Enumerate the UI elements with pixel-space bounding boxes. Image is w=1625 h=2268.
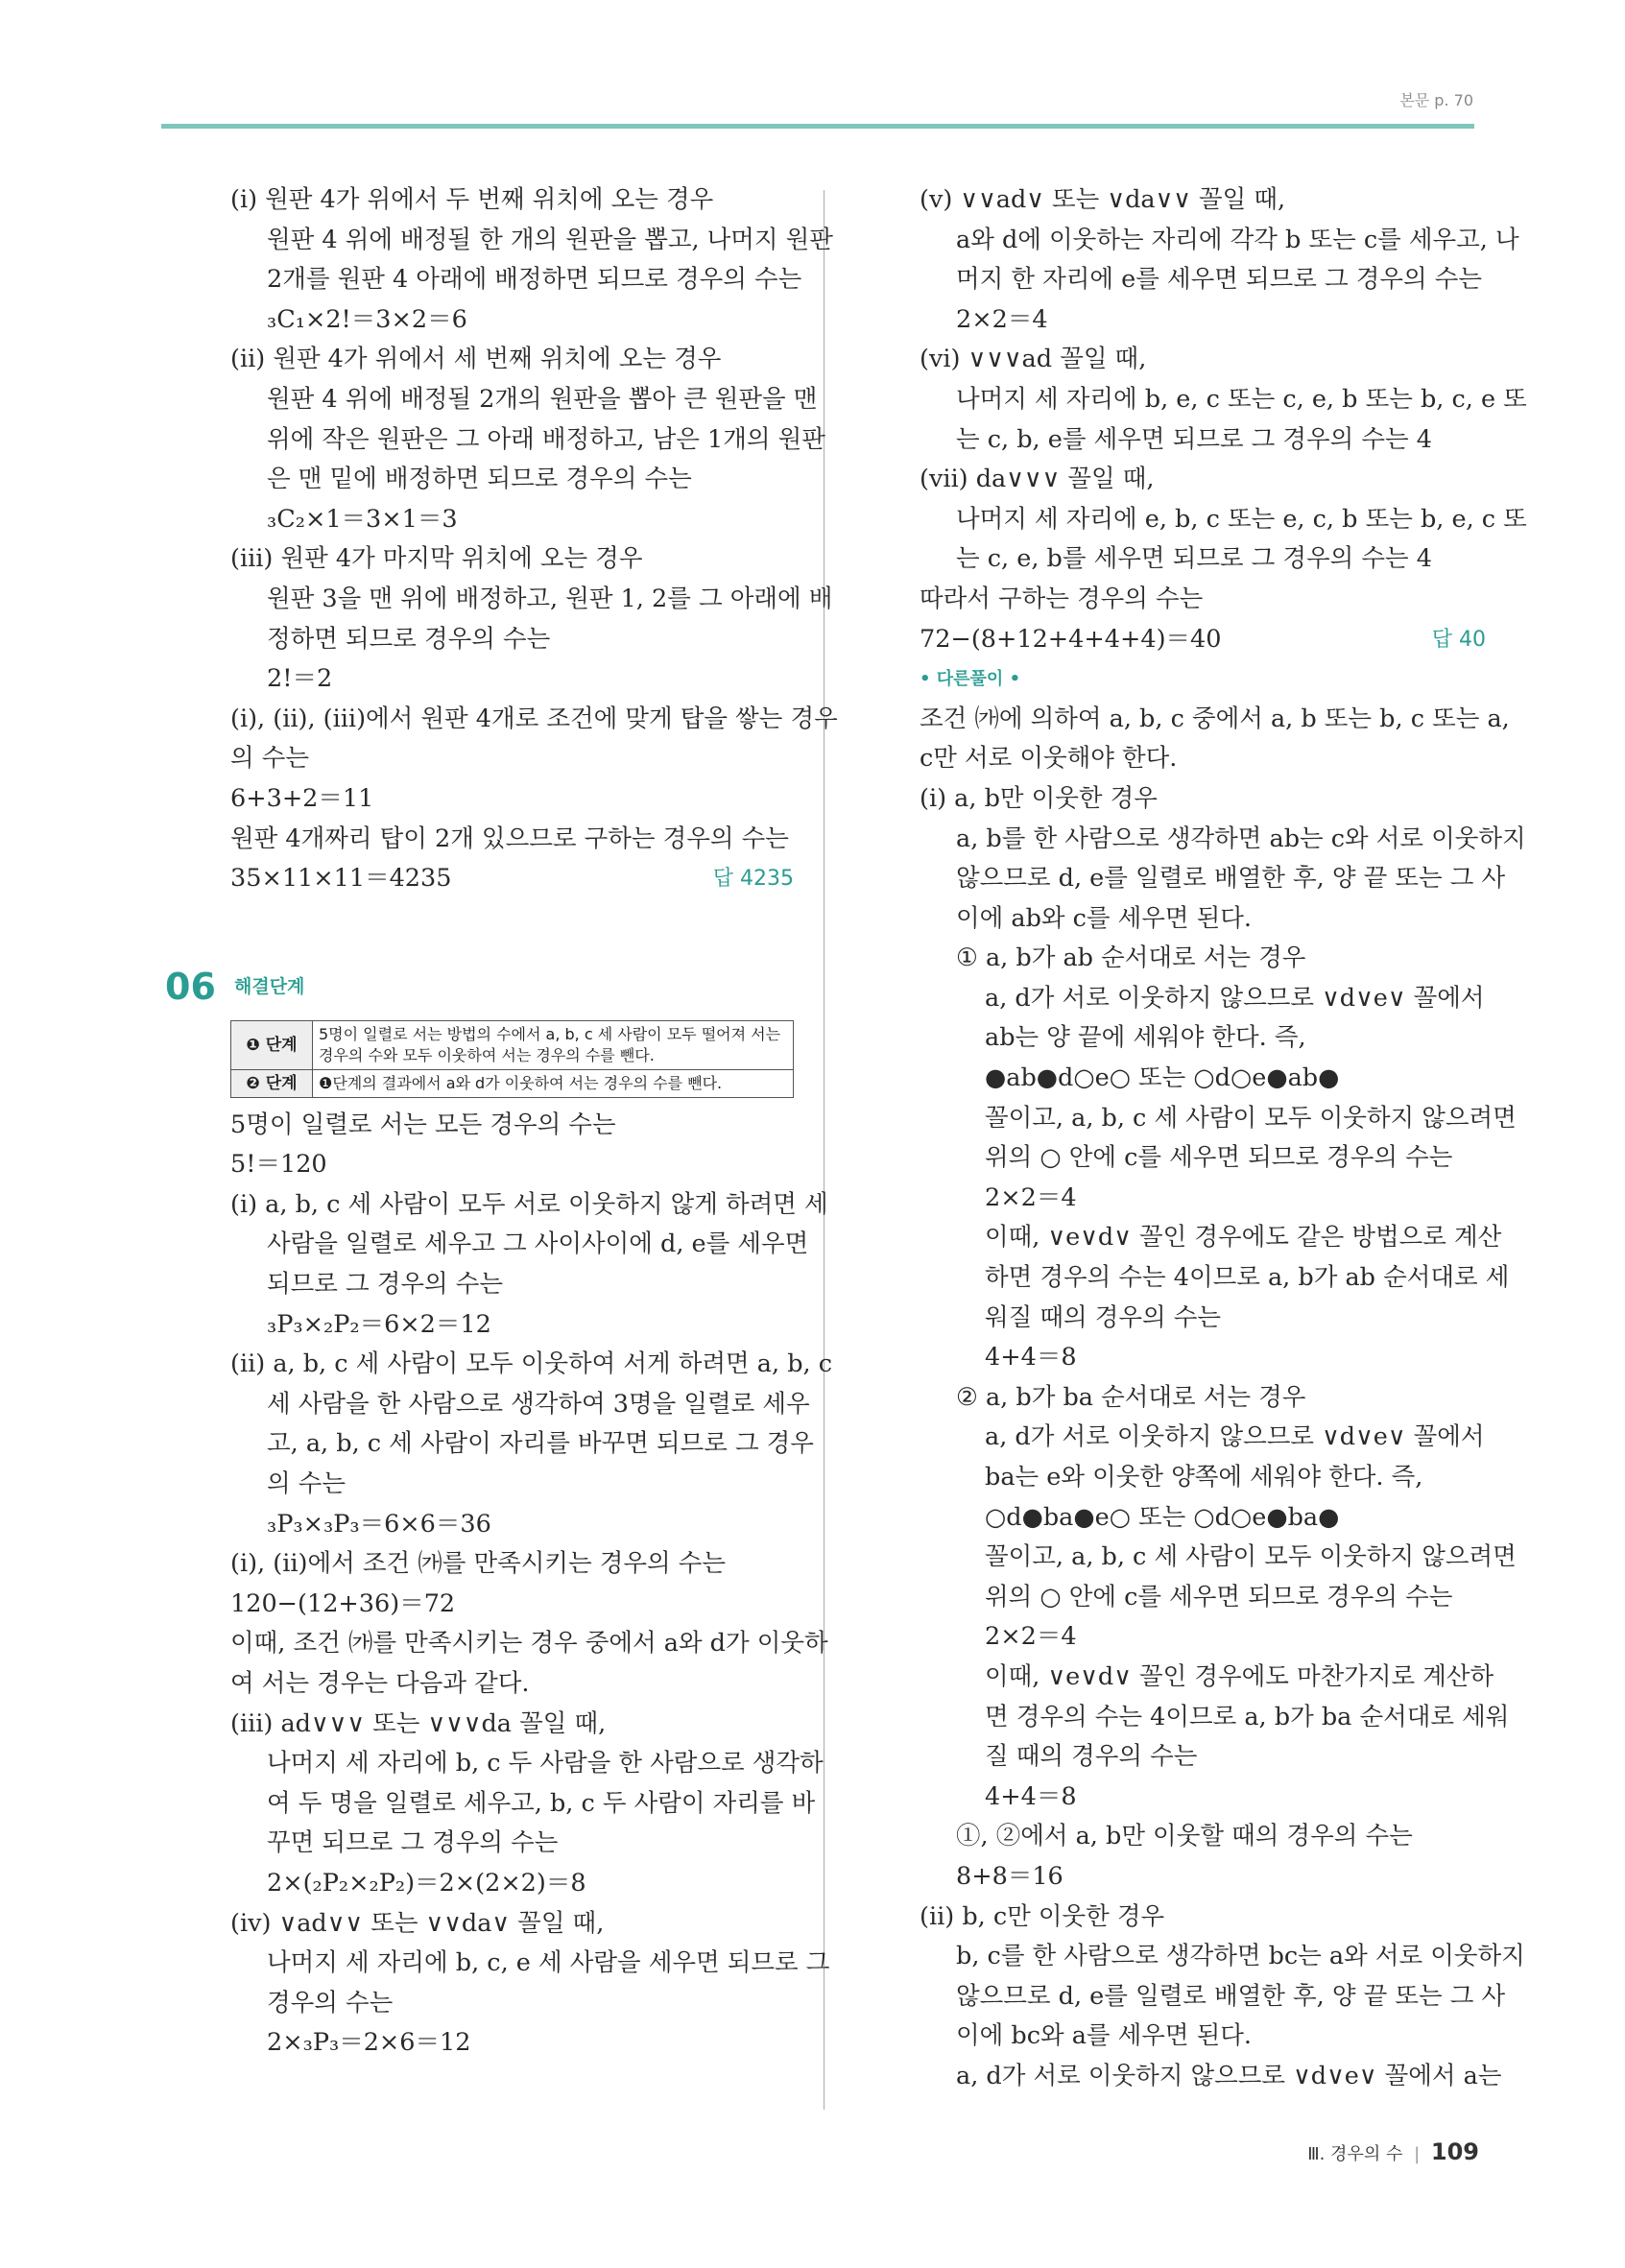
text-line bbox=[920, 1258, 1510, 1299]
line-text: a, d가 서로 이웃하지 않으므로 ∨d∨e∨ 꼴에서 a는 bbox=[956, 2061, 1502, 2090]
answer-label: 답 4235 bbox=[712, 867, 794, 892]
text-line bbox=[230, 539, 794, 580]
section-number: 06 bbox=[165, 965, 216, 1008]
text-line bbox=[230, 1505, 794, 1545]
line-text: 위의 ○ 안에 c를 세우면 되므로 경우의 수는 bbox=[985, 1582, 1453, 1611]
text-line bbox=[920, 1578, 1486, 1618]
line-text: 워질 때의 경우의 수는 bbox=[985, 1302, 1222, 1332]
line-text: 나머지 세 자리에 b, c 두 사람을 한 사람으로 생각하 bbox=[267, 1749, 824, 1779]
text-line bbox=[920, 340, 1486, 380]
line-text: 는 c, b, e를 세우면 되므로 그 경우의 수는 4 bbox=[956, 424, 1432, 454]
text-line bbox=[230, 1385, 810, 1425]
line-text: 35×11×11＝4235 bbox=[230, 864, 452, 894]
line-text: 꼴이고, a, b, c 세 사람이 모두 이웃하지 않으려면 bbox=[985, 1103, 1517, 1133]
line-text: 이때, ∨e∨d∨ 꼴인 경우에도 마찬가지로 계산하 bbox=[985, 1661, 1494, 1691]
text-line bbox=[230, 2023, 794, 2064]
line-text: 원판 4 위에 배정될 한 개의 원판을 뽑고, 나머지 원판 bbox=[267, 225, 833, 254]
line-text: 위에 작은 원판은 그 아래 배정하고, 남은 1개의 원판 bbox=[267, 424, 825, 454]
alternative-solution-heading: • 다른풀이 • bbox=[920, 669, 1021, 690]
line-text: (ⅰ) a, b만 이웃한 경우 bbox=[920, 783, 1158, 813]
text-line bbox=[920, 1458, 1486, 1498]
line-text: 4+4＝8 bbox=[985, 1343, 1077, 1373]
solution-06-body bbox=[230, 1106, 833, 2064]
text-line bbox=[920, 859, 1506, 899]
text-line bbox=[230, 1984, 794, 2024]
line-text: 되므로 그 경우의 수는 bbox=[267, 1270, 504, 1300]
text-line bbox=[920, 899, 1486, 940]
line-text: ○d●ba●e○ 또는 ○d○e●ba● bbox=[985, 1502, 1340, 1532]
line-text: 이에 ab와 c를 세우면 된다. bbox=[956, 903, 1253, 933]
text-line bbox=[920, 180, 1486, 221]
line-text: 따라서 구하는 경우의 수는 bbox=[920, 584, 1204, 613]
text-line bbox=[230, 1944, 830, 1984]
text-line bbox=[920, 1617, 1486, 1658]
footer-separator: | bbox=[1414, 2144, 1421, 2164]
text-line bbox=[920, 1737, 1486, 1778]
line-text: 사람을 일렬로 세우고 그 사이사이에 d, e를 세우면 bbox=[267, 1229, 809, 1259]
line-text: (ⅱ) 원판 4가 위에서 세 번째 위치에 오는 경우 bbox=[230, 345, 722, 374]
chapter-title: Ⅲ. 경우의 수 bbox=[1307, 2144, 1403, 2164]
text-line bbox=[920, 300, 1486, 341]
text-line bbox=[230, 1145, 794, 1185]
text-line bbox=[230, 180, 794, 221]
line-text: ① a, b가 ab 순서대로 서는 경우 bbox=[956, 943, 1306, 973]
line-text: 꾸면 되므로 그 경우의 수는 bbox=[267, 1828, 559, 1858]
line-text: 2!＝2 bbox=[267, 664, 333, 694]
text-line bbox=[920, 1898, 1486, 1938]
text-line bbox=[920, 2017, 1486, 2057]
left-column bbox=[165, 180, 838, 2064]
text-line bbox=[920, 1778, 1486, 1818]
text-line bbox=[920, 739, 1486, 779]
line-text: c만 서로 이웃해야 한다. bbox=[920, 744, 1178, 774]
line-text: 2×(₂P₂×₂P₂)＝2×(2×2)＝8 bbox=[267, 1868, 586, 1898]
text-line bbox=[230, 340, 794, 380]
text-line bbox=[920, 1299, 1486, 1339]
line-text: (ⅴ) ∨∨ad∨ 또는 ∨da∨∨ 꼴일 때, bbox=[920, 185, 1286, 214]
text-line bbox=[920, 1218, 1502, 1258]
line-text: ② a, b가 ba 순서대로 서는 경우 bbox=[956, 1382, 1306, 1412]
line-text: 않으므로 d, e를 일렬로 배열한 후, 양 끝 또는 그 사 bbox=[956, 1981, 1506, 2011]
text-line bbox=[920, 1099, 1517, 1139]
line-text: 은 맨 밑에 배정하면 되므로 경우의 수는 bbox=[267, 465, 692, 494]
line-text: ₃C₂×1＝3×1＝3 bbox=[267, 504, 458, 534]
step-text: 5명이 일렬로 서는 방법의 수에서 a, b, c 세 사람이 모두 떨어져 서는 경우의 수와 모두 이웃하여 서는 경우의 수를 뺀다. bbox=[313, 1020, 794, 1069]
text-line bbox=[230, 1705, 794, 1745]
text-line bbox=[920, 979, 1486, 1019]
line-text: a와 d에 이웃하는 자리에 각각 b 또는 c를 세우고, 나 bbox=[956, 225, 1519, 254]
line-text: a, d가 서로 이웃하지 않으므로 ∨d∨e∨ 꼴에서 bbox=[985, 983, 1485, 1013]
text-line bbox=[230, 859, 794, 899]
text-line bbox=[230, 420, 825, 461]
solution-steps-table bbox=[230, 1020, 794, 1098]
line-text: ●ab●d○e○ 또는 ○d○e●ab● bbox=[985, 1063, 1340, 1093]
line-text: 머지 한 자리에 e를 세우면 되므로 그 경우의 수는 bbox=[956, 265, 1482, 295]
line-text: (ⅰ), (ⅱ)에서 조건 ㈎를 만족시키는 경우의 수는 bbox=[230, 1549, 726, 1579]
line-text: 원판 3을 맨 위에 배정하고, 원판 1, 2를 그 아래에 배 bbox=[267, 584, 833, 613]
line-text: 세 사람을 한 사람으로 생각하여 3명을 일렬로 세우 bbox=[267, 1389, 810, 1419]
text-line bbox=[920, 779, 1486, 820]
text-line bbox=[920, 1418, 1486, 1458]
line-text: 2×2＝4 bbox=[985, 1182, 1077, 1212]
text-line bbox=[230, 739, 794, 779]
line-text: ₃P₃×₂P₂＝6×2＝12 bbox=[267, 1309, 491, 1339]
text-line bbox=[230, 1265, 794, 1305]
text-line bbox=[920, 1018, 1486, 1059]
line-text: 2×2＝4 bbox=[956, 304, 1048, 334]
line-text: 는 c, e, b를 세우면 되므로 그 경우의 수는 4 bbox=[956, 544, 1432, 574]
line-text: 여 서는 경우는 다음과 같다. bbox=[230, 1669, 530, 1698]
text-line bbox=[920, 460, 1486, 500]
text-line bbox=[230, 500, 794, 540]
line-text: 하면 경우의 수는 4이므로 a, b가 ab 순서대로 세 bbox=[985, 1263, 1510, 1293]
line-text: (ⅱ) a, b, c 세 사람이 모두 이웃하여 서게 하려면 a, b, c bbox=[230, 1349, 833, 1379]
line-text: 질 때의 경우의 수는 bbox=[985, 1742, 1198, 1772]
line-text: (ⅰ) 원판 4가 위에서 두 번째 위치에 오는 경우 bbox=[230, 185, 714, 214]
text-line bbox=[230, 1744, 824, 1784]
text-line bbox=[920, 1498, 1486, 1539]
line-text: (ⅰ) a, b, c 세 사람이 모두 서로 이웃하지 않게 하려면 세 bbox=[230, 1189, 828, 1219]
line-text: 위의 ○ 안에 c를 세우면 되므로 경우의 수는 bbox=[985, 1143, 1453, 1173]
text-line bbox=[920, 1857, 1486, 1898]
text-line bbox=[920, 1338, 1486, 1378]
text-line bbox=[230, 300, 794, 341]
step-text: ❶단계의 결과에서 a와 d가 이웃하여 서는 경우의 수를 뺀다. bbox=[313, 1069, 794, 1097]
line-text: (ⅰ), (ⅱ), (ⅲ)에서 원판 4개로 조건에 맞게 탑을 쌓는 경우 bbox=[230, 704, 838, 733]
text-line bbox=[920, 580, 1486, 620]
text-line bbox=[230, 1185, 828, 1226]
step-label: ❷ 단계 bbox=[231, 1069, 313, 1097]
page-number: 109 bbox=[1430, 2138, 1479, 2165]
text-line bbox=[230, 260, 802, 300]
section-06-header bbox=[165, 965, 794, 1015]
text-line bbox=[920, 380, 1527, 420]
text-line bbox=[920, 1138, 1486, 1179]
line-text: 5명이 일렬로 서는 모든 경우의 수는 bbox=[230, 1110, 616, 1139]
line-text: 의 수는 bbox=[230, 744, 310, 774]
text-line bbox=[920, 620, 1486, 660]
text-line bbox=[230, 1106, 794, 1146]
line-text: 나머지 세 자리에 b, e, c 또는 c, e, b 또는 b, c, e 또 bbox=[956, 384, 1527, 414]
text-line bbox=[920, 221, 1519, 261]
line-text: (ⅲ) 원판 4가 마지막 위치에 오는 경우 bbox=[230, 544, 643, 574]
line-text: 꼴이고, a, b, c 세 사람이 모두 이웃하지 않으려면 bbox=[985, 1542, 1517, 1572]
text-line bbox=[230, 1465, 794, 1505]
text-line bbox=[230, 1784, 816, 1825]
line-text: 120−(12+36)＝72 bbox=[230, 1588, 456, 1618]
text-line bbox=[920, 1179, 1486, 1219]
page-reference: 본문 p. 70 bbox=[1399, 91, 1473, 109]
solution-06-continued bbox=[920, 180, 1527, 659]
answer-label: 답 40 bbox=[1431, 627, 1486, 652]
text-line bbox=[920, 1817, 1486, 1857]
page-footer bbox=[1307, 2138, 1479, 2165]
text-line bbox=[920, 1059, 1486, 1099]
line-text: 면 경우의 수는 4이므로 a, b가 ba 순서대로 세워 bbox=[985, 1702, 1510, 1731]
text-line bbox=[230, 1345, 833, 1385]
line-text: 2×2＝4 bbox=[985, 1622, 1077, 1652]
right-column bbox=[920, 180, 1527, 2097]
line-text: 4+4＝8 bbox=[985, 1781, 1077, 1811]
text-line bbox=[230, 1904, 794, 1945]
line-text: ₃C₁×2!＝3×2＝6 bbox=[267, 304, 467, 334]
text-line bbox=[920, 700, 1510, 740]
text-line bbox=[230, 221, 833, 261]
line-text: 8+8＝16 bbox=[956, 1861, 1063, 1891]
text-line bbox=[230, 460, 794, 500]
line-text: ab는 양 끝에 세워야 한다. 즉, bbox=[985, 1023, 1306, 1053]
text-line bbox=[920, 1937, 1525, 1977]
text-line bbox=[230, 620, 794, 660]
line-text: 이에 bc와 a를 세우면 된다. bbox=[956, 2021, 1253, 2051]
line-text: 나머지 세 자리에 e, b, c 또는 e, c, b 또는 b, e, c 또 bbox=[956, 504, 1527, 534]
line-text: 여 두 명을 일렬로 세우고, b, c 두 사람이 자리를 바 bbox=[267, 1788, 816, 1818]
line-text: 이때, 조건 ㈎를 만족시키는 경우 중에서 a와 d가 이웃하 bbox=[230, 1629, 828, 1659]
text-line bbox=[920, 1538, 1517, 1578]
text-line bbox=[920, 420, 1486, 461]
line-text: 원판 4개짜리 탑이 2개 있으므로 구하는 경우의 수는 bbox=[230, 824, 789, 853]
text-line bbox=[230, 700, 838, 740]
text-line bbox=[230, 820, 794, 860]
header-rule bbox=[161, 124, 1474, 129]
text-line bbox=[230, 380, 818, 420]
line-text: a, d가 서로 이웃하지 않으므로 ∨d∨e∨ 꼴에서 bbox=[985, 1422, 1485, 1452]
line-text: 않으므로 d, e를 일렬로 배열한 후, 양 끝 또는 그 사 bbox=[956, 864, 1506, 894]
text-line bbox=[230, 580, 833, 620]
text-line bbox=[920, 260, 1486, 300]
step-row bbox=[231, 1069, 794, 1097]
line-text: (ⅳ) ∨ad∨∨ 또는 ∨∨da∨ 꼴일 때, bbox=[230, 1908, 605, 1938]
text-line bbox=[920, 1977, 1506, 2017]
text-line bbox=[920, 1378, 1486, 1419]
solution-05-continued bbox=[230, 180, 838, 899]
text-line bbox=[230, 659, 794, 700]
text-line bbox=[920, 500, 1527, 540]
text-line bbox=[230, 1585, 794, 1625]
step-row bbox=[231, 1020, 794, 1069]
text-line bbox=[230, 1305, 794, 1346]
text-line bbox=[230, 779, 794, 820]
line-text: b, c를 한 사람으로 생각하면 bc는 a와 서로 이웃하지 bbox=[956, 1942, 1525, 1971]
line-text: 의 수는 bbox=[267, 1469, 347, 1499]
line-text: 72−(8+12+4+4+4)＝40 bbox=[920, 624, 1222, 654]
line-text: (ⅶ) da∨∨∨ 꼴일 때, bbox=[920, 465, 1155, 494]
line-text: 이때, ∨e∨d∨ 꼴인 경우에도 같은 방법으로 계산 bbox=[985, 1223, 1502, 1253]
text-line bbox=[230, 1864, 794, 1904]
step-label: ❶ 단계 bbox=[231, 1020, 313, 1069]
line-text: 나머지 세 자리에 b, c, e 세 사람을 세우면 되므로 그 bbox=[267, 1948, 830, 1978]
line-text: ba는 e와 이웃한 양쪽에 세워야 한다. 즉, bbox=[985, 1463, 1423, 1492]
line-text: 2개를 원판 4 아래에 배정하면 되므로 경우의 수는 bbox=[267, 265, 802, 295]
line-text: a, b를 한 사람으로 생각하면 ab는 c와 서로 이웃하지 bbox=[956, 824, 1526, 853]
text-line bbox=[230, 1824, 794, 1864]
line-text: 5!＝120 bbox=[230, 1150, 327, 1180]
text-line bbox=[920, 939, 1486, 979]
alternative-solution-body bbox=[920, 700, 1526, 2097]
line-text: 경우의 수는 bbox=[267, 1988, 394, 2017]
line-text: (ⅵ) ∨∨∨ad 꼴일 때, bbox=[920, 345, 1147, 374]
text-line bbox=[920, 539, 1486, 580]
line-text: ①, ②에서 a, b만 이웃할 때의 경우의 수는 bbox=[956, 1822, 1413, 1851]
text-line bbox=[920, 2057, 1502, 2097]
line-text: (ⅱ) b, c만 이웃한 경우 bbox=[920, 1901, 1165, 1931]
line-text: 고, a, b, c 세 사람이 자리를 바꾸면 되므로 그 경우 bbox=[267, 1429, 814, 1459]
line-text: (ⅲ) ad∨∨∨ 또는 ∨∨∨da 꼴일 때, bbox=[230, 1708, 607, 1738]
text-line bbox=[920, 1698, 1510, 1738]
text-line bbox=[230, 1624, 828, 1664]
text-line bbox=[920, 820, 1526, 860]
text-line bbox=[920, 1658, 1494, 1698]
line-text: ₃P₃×₃P₃＝6×6＝36 bbox=[267, 1509, 491, 1539]
line-text: 정하면 되므로 경우의 수는 bbox=[267, 624, 551, 654]
section-title: 해결단계 bbox=[234, 975, 305, 997]
line-text: 원판 4 위에 배정될 2개의 원판을 뽑아 큰 원판을 맨 bbox=[267, 384, 818, 414]
line-text: 조건 ㈎에 의하여 a, b, c 중에서 a, b 또는 b, c 또는 a, bbox=[920, 704, 1510, 733]
text-line bbox=[230, 1225, 809, 1265]
line-text: 6+3+2＝11 bbox=[230, 783, 374, 813]
text-line bbox=[230, 1664, 794, 1705]
text-line bbox=[230, 1424, 814, 1465]
line-text: 2×₃P₃＝2×6＝12 bbox=[267, 2028, 471, 2058]
text-line bbox=[230, 1544, 794, 1585]
